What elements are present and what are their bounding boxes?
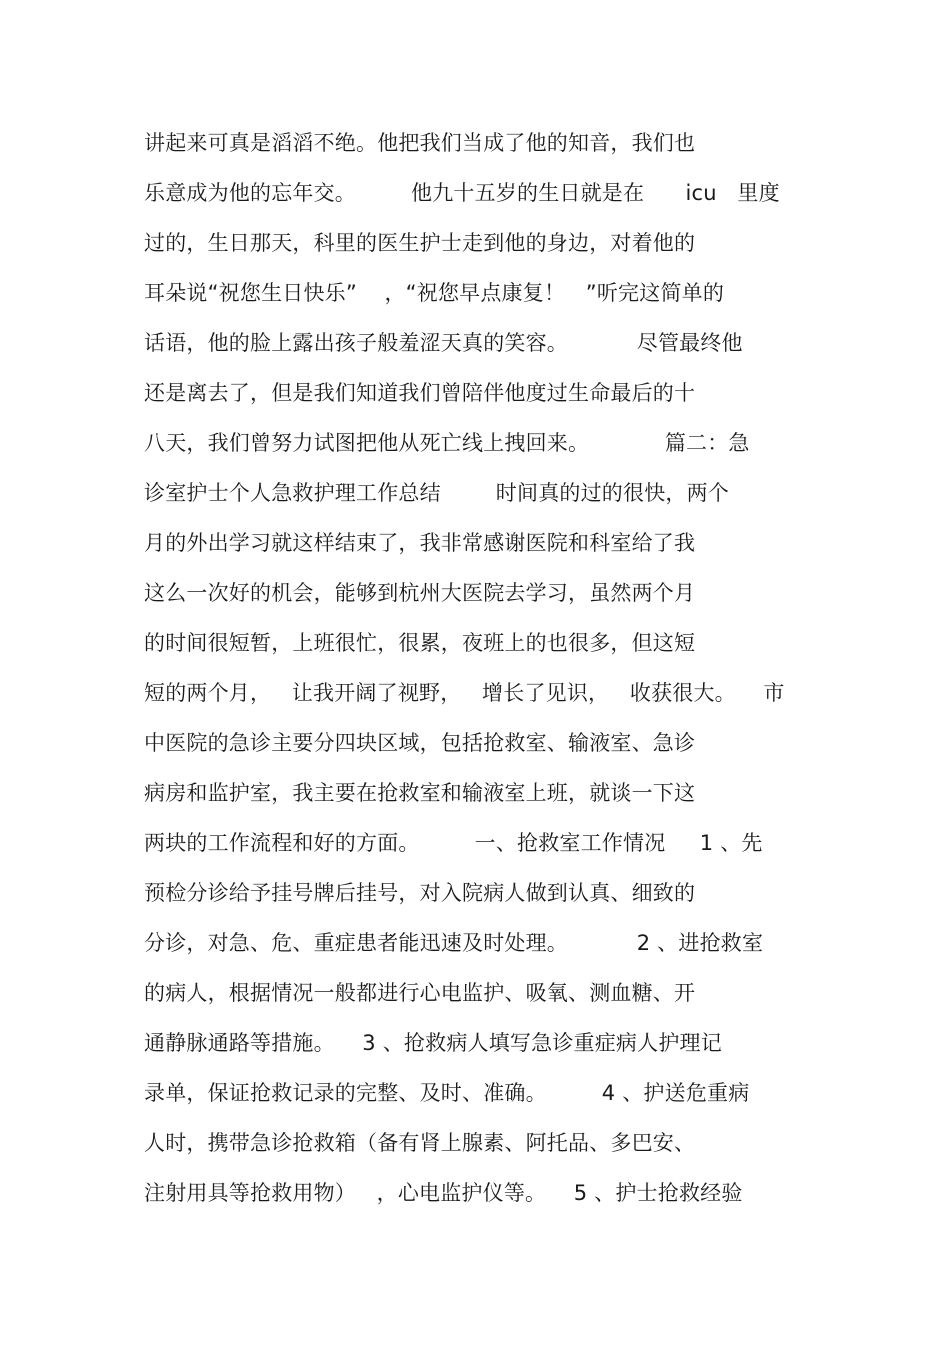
text-line: 中医院的急诊主要分四块区域，包括抢救室、输液室、急诊 — [144, 731, 696, 755]
text-line: 人时，携带急诊抢救箱（备有肾上腺素、阿托品、多巴安、 — [144, 1131, 696, 1155]
text-line: 月的外出学习就这样结束了，我非常感谢医院和科室给了我 — [144, 531, 696, 555]
text-line: 预检分诊给予挂号牌后挂号，对入院病人做到认真、细致的 — [144, 881, 696, 905]
text-line: 分诊，对急、危、重症患者能迅速及时处理。 2 、进抢救室 — [144, 931, 764, 955]
text-line: 的病人，根据情况一般都进行心电监护、吸氧、测血糖、开 — [144, 981, 696, 1005]
text-line: 还是离去了，但是我们知道我们曾陪伴他度过生命最后的十 — [144, 381, 696, 405]
text-line: 病房和监护室，我主要在抢救室和输液室上班，就谈一下这 — [144, 781, 696, 805]
text-line: 两块的工作流程和好的方面。 一、抢救室工作情况 1 、先 — [144, 831, 763, 855]
text-line: 八天，我们曾努力试图把他从死亡线上拽回来。 篇二：急 — [144, 431, 750, 455]
text-line: 录单，保证抢救记录的完整、及时、准确。 4 、护送危重病 — [144, 1081, 750, 1105]
text-line: 通静脉通路等措施。 3 、抢救病人填写急诊重症病人护理记 — [144, 1031, 722, 1055]
body-text — [144, 118, 824, 1218]
text-line: 过的，生日那天，科里的医生护士走到他的身边，对着他的 — [144, 231, 696, 255]
text-line: 的时间很短暂，上班很忙，很累，夜班上的也很多，但这短 — [144, 631, 696, 655]
text-line: 讲起来可真是滔滔不绝。他把我们当成了他的知音，我们也 — [144, 131, 696, 155]
text-line: 乐意成为他的忘年交。 他九十五岁的生日就是在 icu 里度 — [144, 181, 780, 205]
text-line: 诊室护士个人急救护理工作总结 时间真的过的很快，两个 — [144, 481, 729, 505]
text-line: 话语，他的脸上露出孩子般羞涩天真的笑容。 尽管最终他 — [144, 331, 743, 355]
text-line: 注射用具等抢救用物） ，心电监护仪等。 5 、护士抢救经验 — [144, 1181, 743, 1205]
text-line: 这么一次好的机会，能够到杭州大医院去学习，虽然两个月 — [144, 581, 696, 605]
text-line: 耳朵说“祝您生日快乐” ，“祝您早点康复！ ”听完这简单的 — [144, 281, 725, 305]
text-line: 短的两个月， 让我开阔了视野， 增长了见识， 收获很大。 市 — [144, 681, 785, 705]
